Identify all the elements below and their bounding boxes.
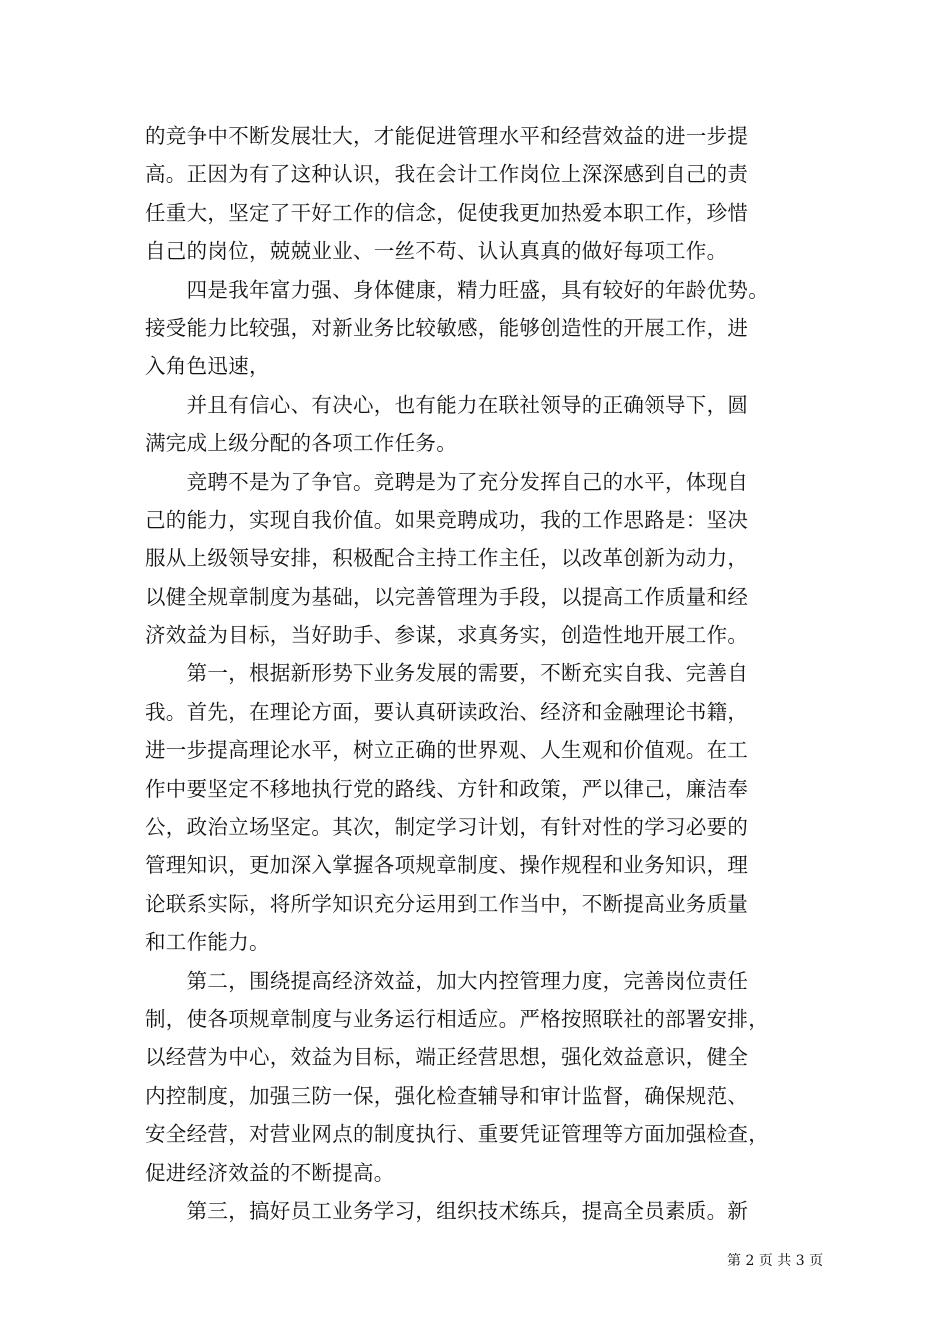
text-line: 和工作能力。 <box>145 930 270 955</box>
text-line: 服从上级领导安排，积极配合主持工作主任，以改革创新为动力， <box>145 546 749 571</box>
document-body <box>145 117 810 1230</box>
text-line: 进一步提高理论水平，树立正确的世界观、人生观和价值观。在工 <box>145 738 749 763</box>
text-line: 安全经营，对营业网点的制度执行、重要凭证管理等方面加强检查， <box>145 1122 769 1147</box>
text-line: 以经营为中心，效益为目标，端正经营思想，强化效益意识，健全 <box>145 1045 749 1070</box>
text-line: 己的能力，实现自我价值。如果竞聘成功，我的工作思路是：坚决 <box>145 507 749 532</box>
text-line: 满完成上级分配的各项工作任务。 <box>145 431 457 456</box>
text-line: 我。首先，在理论方面，要认真研读政治、经济和金融理论书籍， <box>145 699 749 724</box>
text-line: 的竞争中不断发展壮大，才能促进管理水平和经营效益的进一步提 <box>145 124 749 148</box>
text-line: 第一，根据新形势下业务发展的需要，不断充实自我、完善自 <box>145 661 749 686</box>
text-line: 制，使各项规章制度与业务运行相适应。严格按照联社的部署安排， <box>145 1006 769 1031</box>
text-line: 第二，围绕提高经济效益，加大内控管理力度，完善岗位责任 <box>145 968 749 993</box>
text-line: 高。正因为有了这种认识，我在会计工作岗位上深深感到自己的责 <box>145 162 749 187</box>
text-line: 论联系实际，将所学知识充分运用到工作当中，不断提高业务质量 <box>145 891 749 916</box>
text-line: 四是我年富力强、身体健康，精力旺盛，具有较好的年龄优势。 <box>145 277 769 302</box>
text-line: 公，政治立场坚定。其次，制定学习计划，有针对性的学习必要的 <box>145 815 749 840</box>
text-line: 济效益为目标，当好助手、参谋，求真务实，创造性地开展工作。 <box>145 623 749 648</box>
text-line: 接受能力比较强，对新业务比较敏感，能够创造性的开展工作，进 <box>145 315 749 340</box>
text-line: 竞聘不是为了争官。竞聘是为了充分发挥自己的水平，体现自 <box>145 469 749 494</box>
text-line: 第三，搞好员工业务学习，组织技术练兵，提高全员素质。新 <box>145 1198 749 1223</box>
text-line: 内控制度，加强三防一保，强化检查辅导和审计监督，确保规范、 <box>145 1083 749 1108</box>
text-line: 入角色迅速， <box>145 354 270 379</box>
text-line: 并且有信心、有决心，也有能力在联社领导的正确领导下，圆 <box>145 392 749 417</box>
page-number-footer: 第 2 页 共 3 页 <box>727 1253 824 1269</box>
text-line: 促进经济效益的不断提高。 <box>145 1160 395 1185</box>
text-line: 自己的岗位，兢兢业业、一丝不苟、认认真真的做好每项工作。 <box>145 239 728 264</box>
text-line: 管理知识，更加深入掌握各项规章制度、操作规程和业务知识，理 <box>145 853 749 878</box>
text-line: 以健全规章制度为基础，以完善管理为手段，以提高工作质量和经 <box>145 584 749 609</box>
text-line: 任重大，坚定了干好工作的信念，促使我更加热爱本职工作，珍惜 <box>145 200 749 225</box>
text-line: 作中要坚定不移地执行党的路线、方针和政策，严以律己，廉洁奉 <box>145 776 749 801</box>
